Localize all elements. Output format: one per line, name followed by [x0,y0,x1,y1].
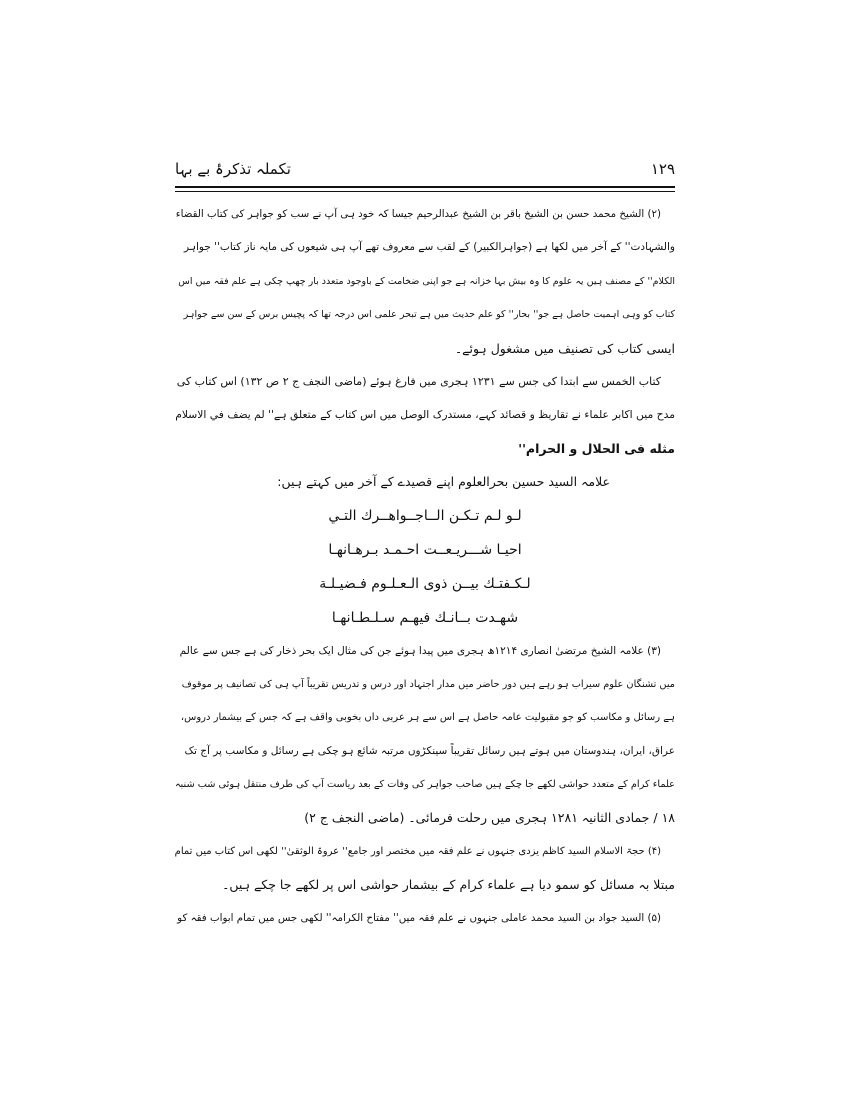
poem-verse: احيـا شـــريـعــت احـمـد بـرهـانهـا [328,541,522,558]
poem-verse: لـكـفتـك بيــن ذوى الـعـلـوم فـضيـلـة [319,575,531,592]
text-line: عراق، ایران، ہندوستان میں ہوتے ہیں رسائل تقریباً سینکڑوں مرتبہ شائع ہو چکی ہے رسائل و مکاسب پر آج تک [184,744,675,757]
running-title: تکملہ تذکرۂ بے بہا [175,160,291,178]
page-body [175,198,675,935]
paragraph-5 [175,902,675,935]
text-line: (۵) السید جواد بن السید محمد عاملی جنہوں نے علم فقہ میں'' مفتاح الکرامہ'' لکھی جس میں تمام ابواب فقہ کو [177,911,661,924]
paragraph-4 [175,835,675,902]
header-rule-thin [175,191,675,192]
text-line: مدح میں اکابر علماء نے تقاریظ و قصائد کہے، مستدرک الوصل میں اس کتاب کے متعلق ہے'' لم یضف في الاسلام [175,408,675,422]
text-line: ایسی کتاب کی تصنیف میں مشغول ہوئے۔ [454,340,675,356]
text-line: مثله فی الحلال و الحرام'' [518,440,675,456]
text-line: (۲) الشیخ محمد حسن بن الشیخ باقر بن الشیخ عبدالرحیم جیسا کہ خود ہی آپ نے سب کو جواہر کی کتاب القضاء [175,208,661,220]
header-rule-thick [175,186,675,188]
paragraph-2 [175,198,675,365]
text-line: والشہادت'' کے آخر میں لکھا ہے (جواہرالکبیر) کے لقب سے معروف تھے آپ ہی شیعوں کی مایہ ناز کتاب'' جواہر [184,241,675,254]
running-header [175,160,675,182]
text-line: علماء کرام کے متعدد حواشی لکھے جا چکے ہیں صاحب جواہر کی وفات کے بعد ریاست آپ کی طرف منتقل ہوئی شب شنبہ [175,779,675,791]
text-line: کتاب الخمس سے ابتدا کی جس سے ۱۲۳۱ ہجری میں فارغ ہوئے (ماضی النجف ج ۲ ص ۱۳۲) اس کتاب کی [176,374,661,388]
text-line: الکلام'' کے مصنف ہیں یہ علوم کا وہ بیش بہا خزانہ ہے جو اپنی ضخامت کے باوجود متعدد بار چھپ چکی ہے علم فقہ میں اس [178,275,675,287]
paragraph-khums [175,365,675,465]
poem [175,499,675,635]
text-line: ۱۸ / جمادی الثانیہ ۱۲۸۱ ہجری میں رحلت فرمائی۔ (ماضی النجف ج ۲) [304,810,675,826]
text-line: کتاب کو وہی اہمیت حاصل ہے جو'' بحار'' کو علم حدیث میں ہے تبحر علمی اس درجہ تھا کہ پچیس برس کے سن سے جواہر [183,309,675,321]
text-line: ہے رسائل و مکاسب کو جو مقبولیت عامہ حاصل ہے اس سے ہر عربی داں بخوبی واقف ہے کہ جس کے بیشمار دروس، [180,712,675,724]
text-line: میں تشنگان علوم سیراب ہو رہے ہیں دور حاضر میں مدار اجتہاد اور درس و تدریس تقریباً آپ ہی کی تصانیف پر موقوف [181,678,675,690]
page-number: ۱۲۹ [650,160,675,178]
poem-intro: علامہ السید حسین بحرالعلوم اپنے قصیدے کے آخر میں کہتے ہیں: [277,474,610,490]
text-line: (۳) علامہ الشیخ مرتضیٰ انصاری ۱۲۱۴ھ ہجری میں پیدا ہوئے جن کی مثال ایک بحر ذخار کی ہے جس سے عالم [179,644,661,657]
paragraph-3 [175,635,675,835]
poem-verse: شهـدت بــانـك فيهـم سـلـطـانهـا [331,609,519,626]
poem-verse: لـو لـم تـكـن الــاجــواهــرك التـي [328,507,522,524]
text-line: (۴) حجۃ الاسلام السید کاظم یزدی جنہوں نے علم فقہ میں مختصر اور جامع'' عروۃ الوثقیٰ'' لکھی اس کتاب میں تمام [175,845,661,857]
text-line: مبتلا بہ مسائل کو سمو دیا ہے علماء کرام کے بیشمار حواشی اس پر لکھے جا چکے ہیں۔ [222,877,675,893]
